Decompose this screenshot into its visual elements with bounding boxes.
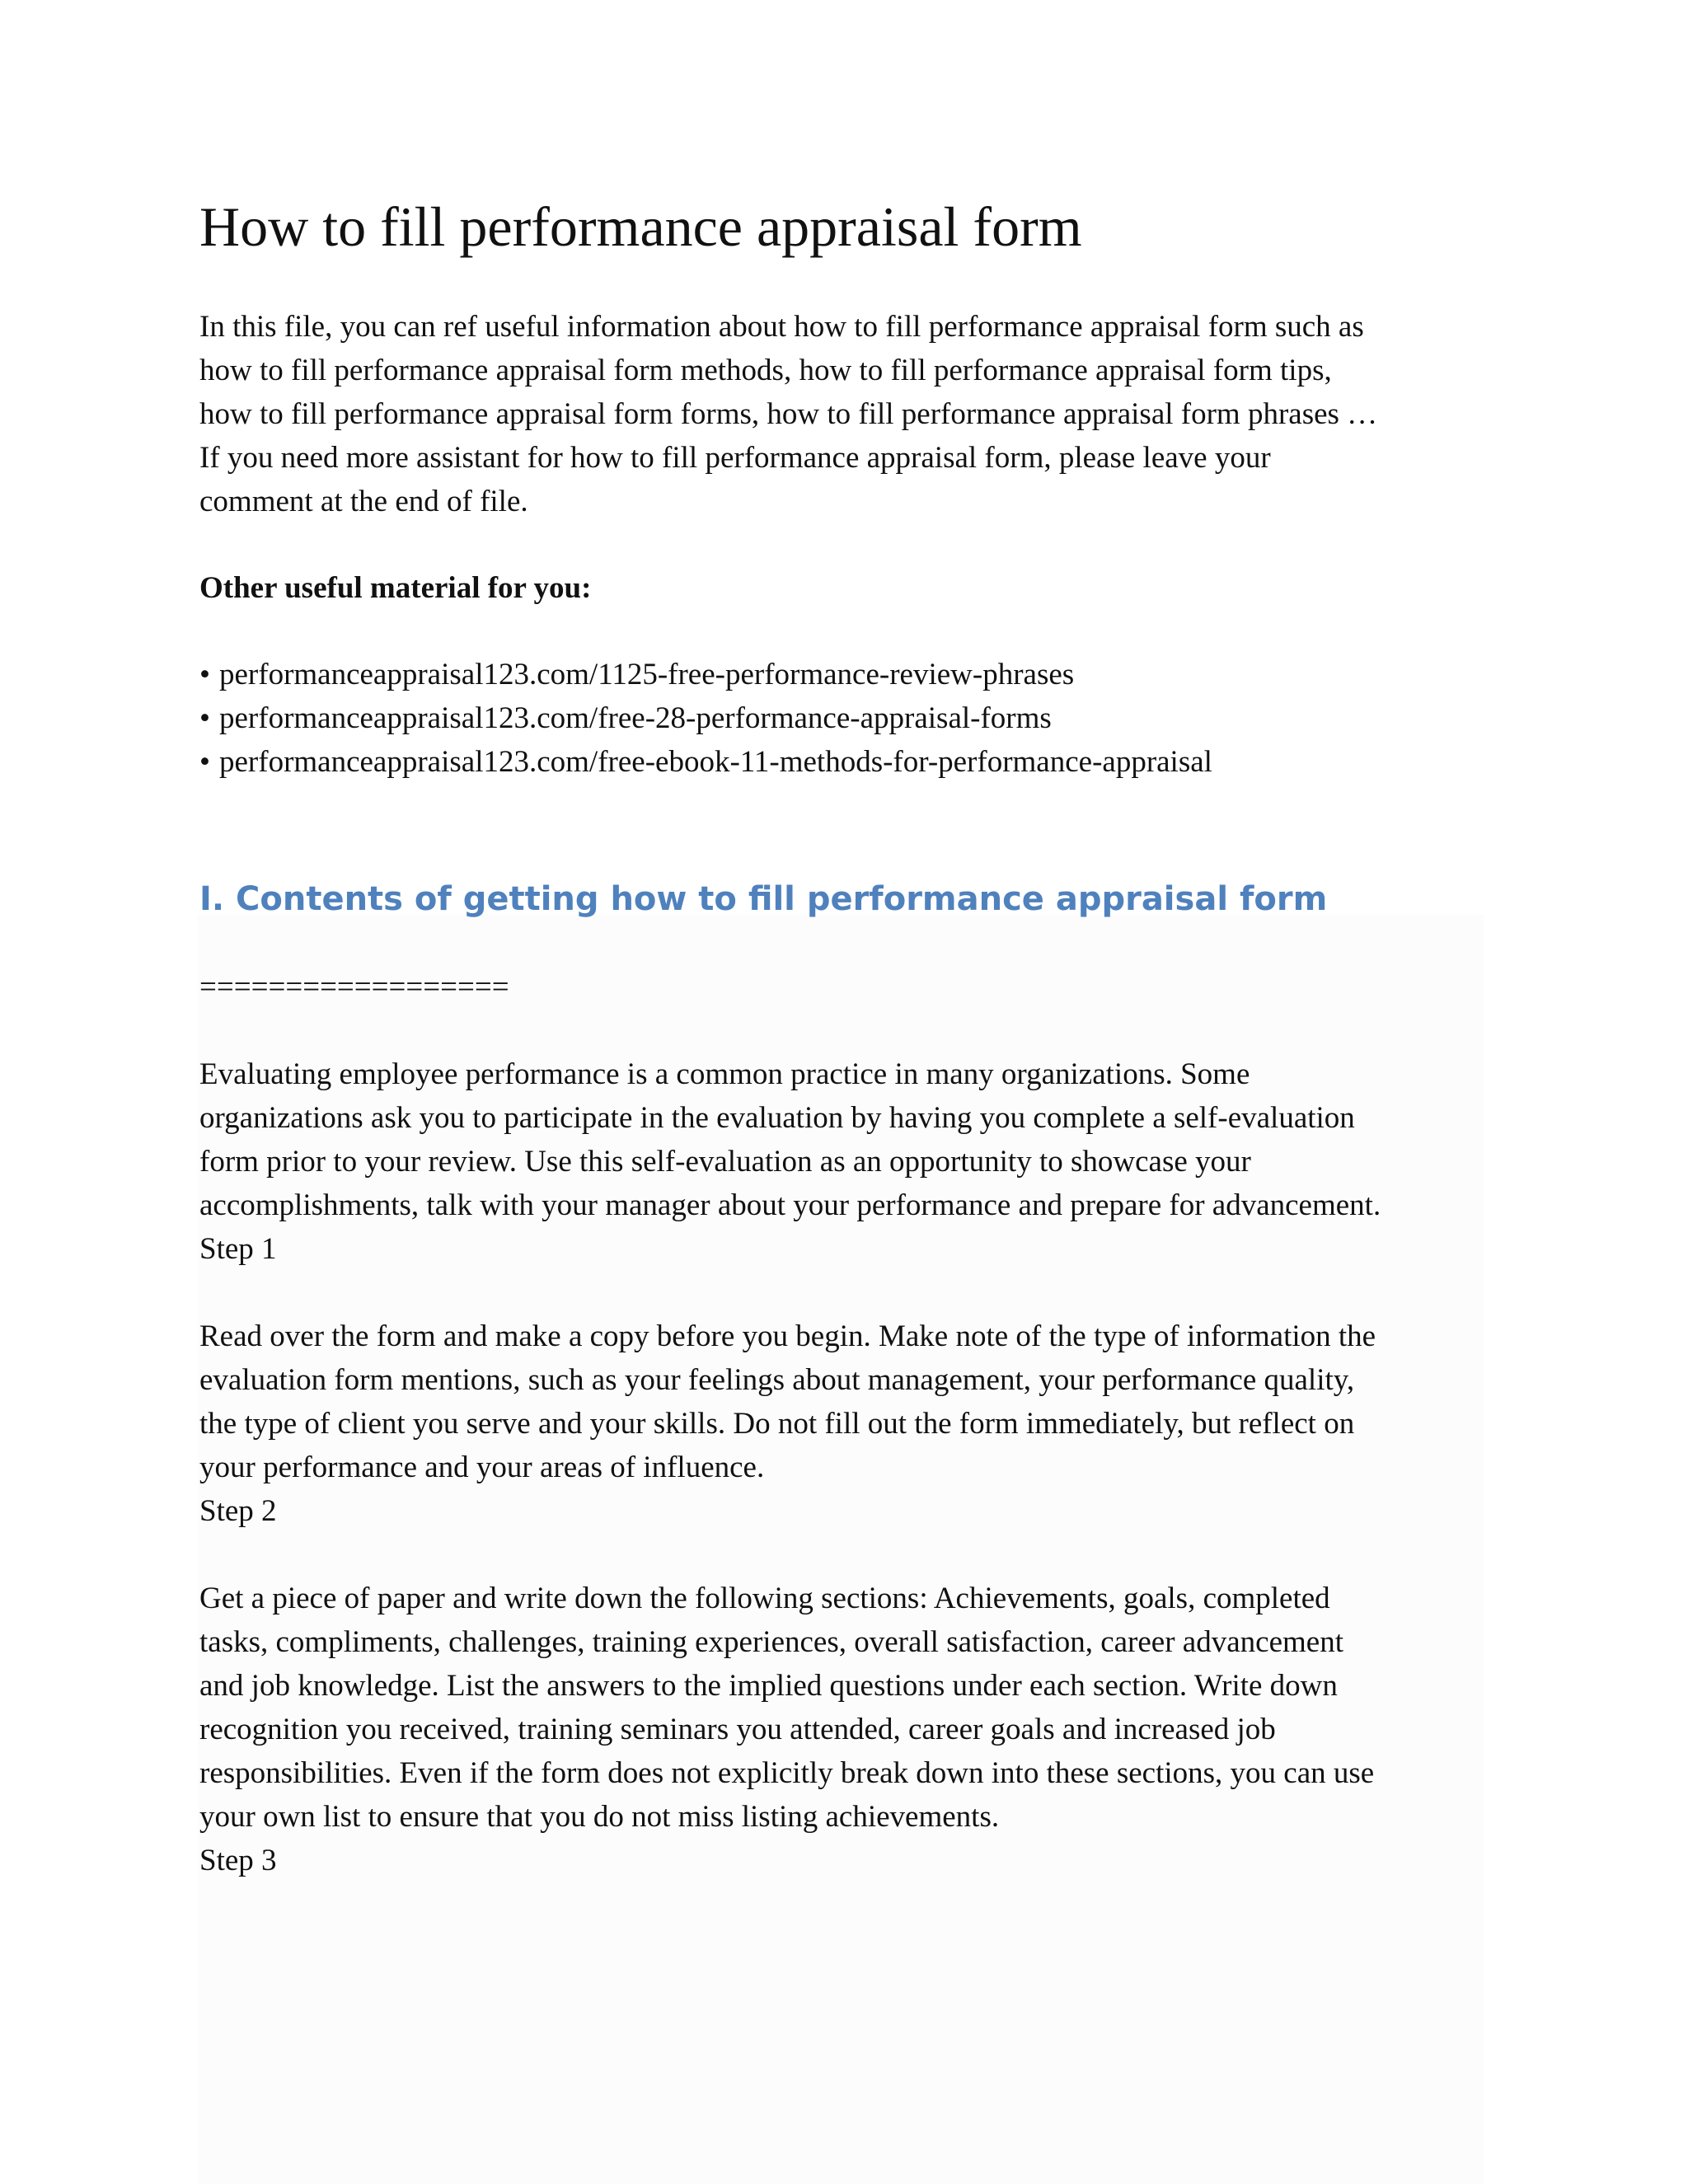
document-content	[199, 190, 1502, 1882]
bullet-icon: •	[199, 658, 210, 691]
paragraph-line: evaluation form mentions, such as your feelings about management, your performance quality,	[199, 1363, 1355, 1397]
material-link-item[interactable]	[199, 740, 1502, 784]
material-link-text[interactable]: performanceappraisal123.com/free-28-performance-appraisal-forms	[219, 701, 1052, 735]
page-title: How to fill performance appraisal form	[199, 195, 1082, 258]
other-material-heading: Other useful material for you:	[199, 571, 592, 605]
step-label: Step 3	[199, 1844, 277, 1877]
material-link-text[interactable]: performanceappraisal123.com/1125-free-performance-review-phrases	[219, 658, 1075, 691]
paragraph-line: Evaluating employee performance is a common practice in many organizations. Some	[199, 1057, 1250, 1091]
intro-line: In this file, you can ref useful information about how to fill performance appraisal form such as	[199, 310, 1364, 344]
step-label: Step 2	[199, 1494, 277, 1528]
paragraph-line: form prior to your review. Use this self-evaluation as an opportunity to showcase your	[199, 1145, 1251, 1179]
body-paragraph	[199, 1577, 1502, 1882]
body-paragraph	[199, 1052, 1502, 1271]
material-link-item[interactable]	[199, 696, 1502, 740]
paragraph-line: organizations ask you to participate in the evaluation by having you complete a self-evaluation	[199, 1101, 1355, 1135]
material-link-item[interactable]	[199, 653, 1502, 696]
material-link-text[interactable]: performanceappraisal123.com/free-ebook-11-methods-for-performance-appraisal	[219, 745, 1212, 779]
bullet-icon: •	[199, 701, 210, 735]
paragraph-line: Get a piece of paper and write down the following sections: Achievements, goals, completed	[199, 1582, 1330, 1615]
paragraph-line: your own list to ensure that you do not miss listing achievements.	[199, 1800, 1000, 1834]
intro-line: how to fill performance appraisal form forms, how to fill performance appraisal form phrases …	[199, 397, 1378, 431]
paragraph-line: tasks, compliments, challenges, training experiences, overall satisfaction, career advancement	[199, 1625, 1343, 1659]
intro-line: comment at the end of file.	[199, 485, 528, 518]
paragraph-line: responsibilities. Even if the form does not explicitly break down into these sections, you can use	[199, 1756, 1375, 1790]
paragraph-line: your performance and your areas of influence.	[199, 1451, 765, 1484]
intro-line: how to fill performance appraisal form methods, how to fill performance appraisal form tips,	[199, 354, 1332, 387]
intro-paragraph	[199, 305, 1502, 523]
step-label: Step 1	[199, 1232, 277, 1266]
intro-line: If you need more assistant for how to fill performance appraisal form, please leave your	[199, 441, 1271, 475]
paragraph-line: and job knowledge. List the answers to the implied questions under each section. Write down	[199, 1669, 1338, 1703]
paragraph-line: recognition you received, training seminars you attended, career goals and increased job	[199, 1713, 1276, 1746]
body-paragraph	[199, 1315, 1502, 1533]
paragraph-line: accomplishments, talk with your manager about your performance and prepare for advancement.	[199, 1188, 1381, 1222]
bullet-icon: •	[199, 745, 210, 779]
paragraph-line: Read over the form and make a copy before you begin. Make note of the type of information the	[199, 1319, 1376, 1353]
material-link-list	[199, 653, 1502, 784]
section-heading: I. Contents of getting how to fill performance appraisal form	[199, 880, 1328, 918]
paragraph-line: the type of client you serve and your skills. Do not fill out the form immediately, but reflect on	[199, 1407, 1355, 1441]
section-divider: ==================	[199, 970, 509, 1004]
